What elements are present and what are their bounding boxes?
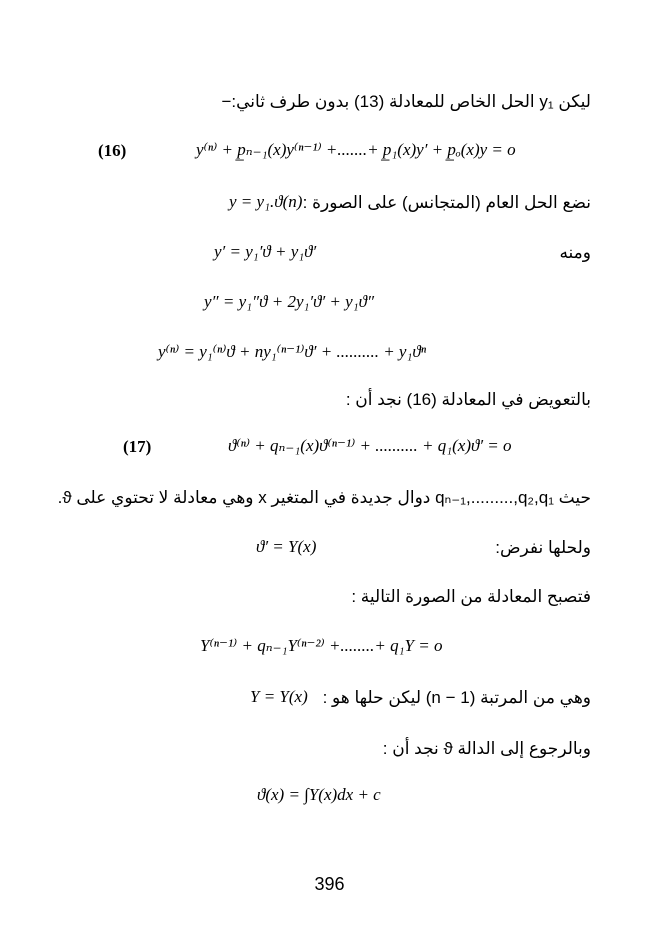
solution-equation: Y = Y(x): [250, 687, 308, 706]
equation-16: y⁽ⁿ⁾ + p̲ₙ₋₁(x)y⁽ⁿ⁻¹⁾ +.......+ p̲₁(x)y′ + p̲ₒ(x)y = o: [196, 140, 516, 159]
becomes-text: فتصبح المعادلة من الصورة التالية :: [351, 587, 591, 606]
integral-equation: ϑ(x) = ∫Y(x)dx + c: [257, 785, 381, 804]
general-solution-equation: y = y₁.ϑ(n): [229, 192, 303, 211]
general-solution-text: نضع الحل العام (المتجانس) على الصورة :: [302, 193, 591, 212]
order-text: وهي من المرتبة (n − 1) ليكن حلها هو :: [322, 688, 591, 707]
hence-text: ومنه: [559, 243, 591, 262]
substitution-text: بالتعويض في المعادلة (16) نجد أن :: [345, 390, 591, 409]
equation-16-label: (16): [98, 141, 127, 160]
page-number: 396: [314, 874, 345, 894]
first-derivative-equation: y′ = y₁′ϑ + y₁ϑ′: [214, 242, 317, 261]
assume-text: ولحلها نفرض:: [495, 538, 591, 557]
return-text: وبالرجوع إلى الدالة ϑ نجد أن :: [382, 739, 591, 758]
substitution-equation: ϑ′ = Y(x): [256, 537, 317, 556]
reduced-order-equation: Y⁽ⁿ⁻¹⁾ + qₙ₋₁Y⁽ⁿ⁻²⁾ +........+ q₁Y = o: [200, 636, 443, 655]
intro-text: ليكن y₁ الحل الخاص للمعادلة (13) بدون طرف ثاني:−: [221, 92, 591, 111]
second-derivative-equation: y″ = y₁″ϑ + 2y₁′ϑ′ + y₁ϑ″: [204, 292, 375, 311]
nth-derivative-equation: y⁽ⁿ⁾ = y₁⁽ⁿ⁾ϑ + ny₁⁽ⁿ⁻¹⁾ϑ′ + .......... + y₁ϑⁿ: [158, 342, 427, 361]
equation-17: ϑ⁽ⁿ⁾ + qₙ₋₁(x)ϑ⁽ⁿ⁻¹⁾ + .......... + q₁(x)ϑ′ = o: [228, 436, 512, 455]
equation-17-label: (17): [123, 437, 152, 456]
new-functions-text: حيث qₙ₋₁,.........,q₂,q₁ دوال جديدة في المتغير x وهي معادلة لا تحتوي على ϑ.: [57, 488, 591, 507]
